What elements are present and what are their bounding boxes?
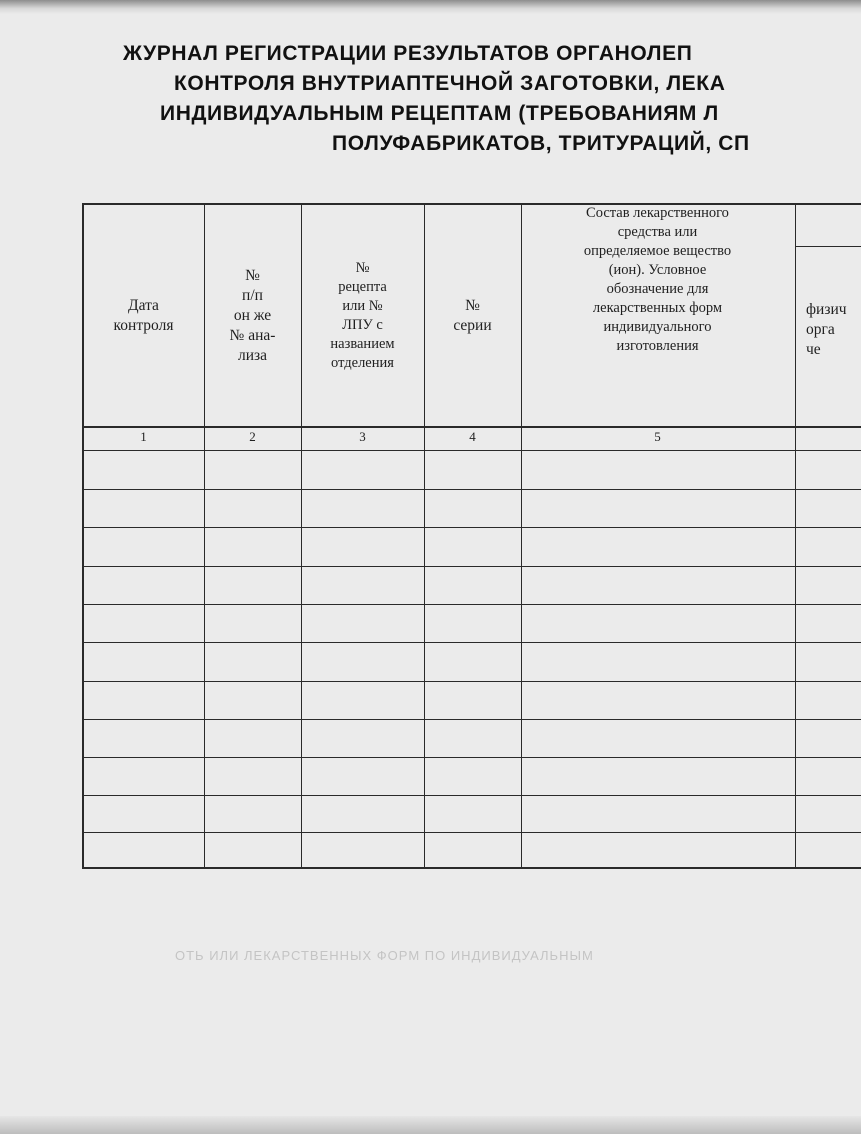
- row-divider: [82, 604, 861, 605]
- column-divider: [795, 203, 796, 869]
- title-line-1: ЖУРНАЛ РЕГИСТРАЦИИ РЕЗУЛЬТАТОВ ОРГАНОЛЕП: [123, 42, 693, 65]
- title-line-4: ПОЛУФАБРИКАТОВ, ТРИТУРАЦИЙ, СП: [332, 132, 750, 155]
- row-divider: [82, 757, 861, 758]
- title-line-2: КОНТРОЛЯ ВНУТРИАПТЕЧНОЙ ЗАГОТОВКИ, ЛЕКА: [174, 72, 726, 95]
- row-divider: [82, 450, 861, 451]
- row-divider: [82, 489, 861, 490]
- header-series-number: № серии: [453, 297, 492, 334]
- header-item-number: № п/п он же № ана- лиза: [229, 267, 276, 364]
- row-divider: [82, 642, 861, 643]
- page-top-edge-shadow: [0, 0, 861, 14]
- row-divider: [82, 566, 861, 567]
- column-divider: [204, 203, 205, 869]
- column-divider: [424, 203, 425, 869]
- header-bottom-border: [82, 426, 861, 428]
- row-divider: [82, 719, 861, 720]
- header-recipe-number: № рецепта или № ЛПУ с названием отделения: [330, 260, 395, 371]
- row-divider: [82, 681, 861, 682]
- column-divider: [521, 203, 522, 869]
- row-divider: [82, 832, 861, 833]
- column-number-1: 1: [140, 429, 147, 444]
- column-number-4: 4: [469, 429, 476, 444]
- header-composition: Состав лекарственного средства или определяемое вещество (ион). Условное обозначение для лекарственных форм индивидуального изготовления: [583, 205, 732, 354]
- column-number-3: 3: [359, 429, 366, 444]
- header-physical-organoleptic: физич орга че: [806, 301, 847, 358]
- row-divider: [82, 795, 861, 796]
- title-line-3: ИНДИВИДУАЛЬНЫМ РЕЦЕПТАМ (ТРЕБОВАНИЯМ Л: [160, 102, 719, 125]
- header-control-date: Дата контроля: [113, 297, 174, 334]
- header-subdivider: [796, 246, 861, 247]
- table-bottom-border: [82, 867, 861, 869]
- column-divider: [82, 203, 84, 869]
- bleed-through-text: ОТЬ ИЛИ ЛЕКАРСТВЕННЫХ ФОРМ ПО ИНДИВИДУАЛЬНЫМ: [175, 948, 594, 963]
- page-bottom-edge-shadow: [0, 1116, 861, 1134]
- column-number-2: 2: [249, 429, 256, 444]
- column-divider: [301, 203, 302, 869]
- row-divider: [82, 527, 861, 528]
- table-top-border: [82, 203, 861, 205]
- column-number-5: 5: [654, 429, 661, 444]
